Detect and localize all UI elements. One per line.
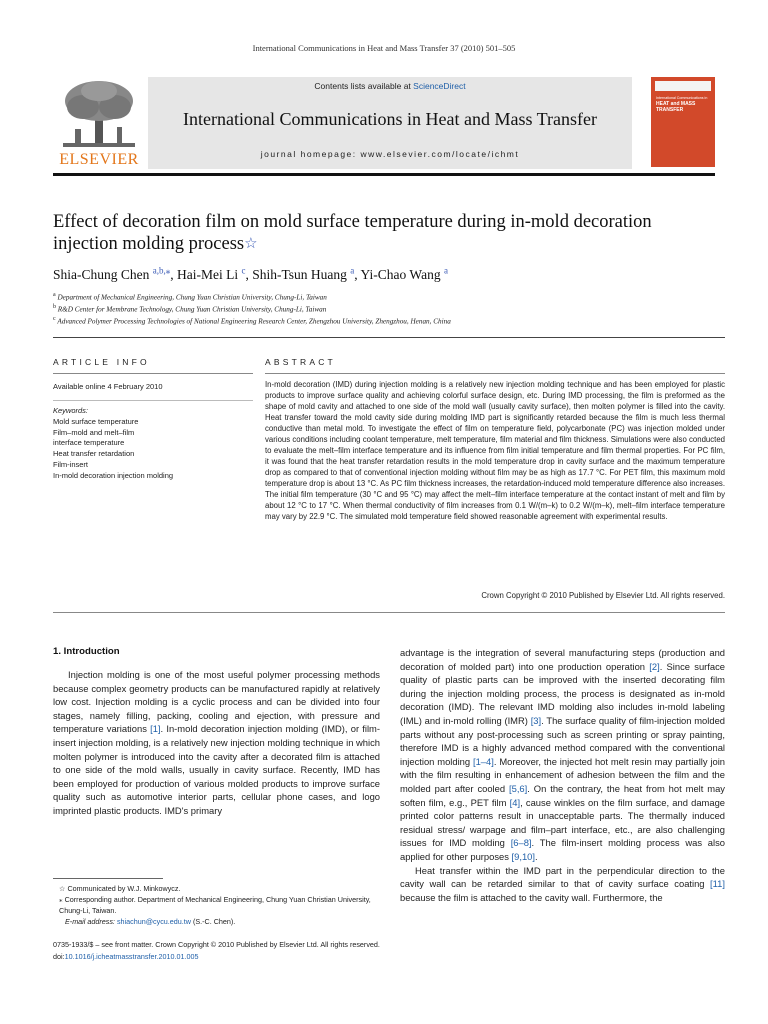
text-run: . xyxy=(535,850,538,862)
elsevier-logo xyxy=(53,77,145,169)
footnote-star-icon: ☆ xyxy=(59,884,66,893)
affiliation-a xyxy=(53,292,327,301)
footnote-text: Communicated by W.J. Minkowycz. xyxy=(67,884,181,893)
abstract-rule xyxy=(265,373,725,374)
author-sup[interactable]: a xyxy=(350,265,355,275)
citation-link[interactable]: [11] xyxy=(710,878,725,890)
info-divider xyxy=(53,400,253,401)
text-run: . Moreover, the injected hot melt resin may partially join with the film resulting in enhancement of adhesion between the film and the molded part after cooled xyxy=(400,755,726,794)
abstract-copyright: Crown Copyright © 2010 Published by Elsevier Ltd. All rights reserved. xyxy=(481,591,725,600)
text-run: . The surface quality of film-injection molded parts without any post-processing such as screen printing or spray painting, therefore IMD is a highly advanced method compared with the conventional injection molding xyxy=(400,714,726,767)
cover-title xyxy=(656,96,707,113)
author-name: Shia-Chung Chen xyxy=(53,266,153,282)
author-sup[interactable]: a xyxy=(443,265,448,275)
affiliation-text: Department of Mechanical Engineering, Chung Yuan Christian University, Chung-Li, Taiwan xyxy=(57,293,327,302)
contents-prefix: Contents lists available at xyxy=(314,81,414,91)
keyword: Mold surface temperature xyxy=(53,416,139,426)
keyword: Heat transfer retardation xyxy=(53,449,135,459)
email-link[interactable]: shiachun@cycu.edu.tw xyxy=(116,917,191,926)
keyword: Film-insert xyxy=(53,459,88,469)
footnote-asterisk-icon: ⁎ xyxy=(59,895,63,904)
right-column xyxy=(400,646,725,904)
article-title xyxy=(53,211,733,255)
author-name: Hai-Mei Li xyxy=(177,266,242,282)
citation-link[interactable]: [1–4] xyxy=(472,755,494,767)
journal-reference: International Communications in Heat and Mass Transfer 37 (2010) 501–505 xyxy=(252,43,516,53)
email-label: E-mail address: xyxy=(65,917,115,926)
text-run: , cause winkles on the film surface, and damage printed color patterns result in unacceptable parts. The thermally induced residual stress/ warpage and film–part interface, etc., are also challenging issues for IMD molding xyxy=(400,796,725,849)
author-sep: , xyxy=(245,266,253,282)
author xyxy=(252,267,360,282)
body-rule xyxy=(53,612,725,613)
footnote-text: Corresponding author. Department of Mechanical Engineering, Chung Yuan Christian University, Chung-Li, Taiwan. xyxy=(59,895,371,915)
author xyxy=(53,267,177,282)
title-line2-text: injection molding process xyxy=(53,234,245,254)
abstract-text: In-mold decoration (IMD) during injection molding is a relatively new injection molding technique and has been employed for plastic products to improve surface quality and achieving colorful surface design, etc. During IMD processing, the film is preformed as the shape of mold cavity and attached to one side of the mold wall (usually cavity surface), then molten polymer is filled into the cavity. Heat transfer toward the mold cavity side during molding IMD part is significantly retarded because the film is much less thermal conductive than metal mold. To investigate the effect of film on temperature field, polycarbonate (PC) was injection molded under various conditions including coolant temperature, melt temperature, film material and film thickness. Simulations were also conducted to evaluate the melt–film interface temperature and its influence from film initial temperature and film thermal properties. For PC film, it was found that the heat transfer retardation results in the mold temperature drop in cavity surface and the maximum temperature drop as compared to that of conventional injection molding without film may be as high as 17.7 °C. For PET film, this maximum mold temperature drop is about 13 °C. As PC film thickness increases, the retardation-induced mold temperature difference also increases. The initial film temperature (30 °C and 95 °C) may affect the melt–film interface temperature at the contact instant of melt and film by about 12 °C to 17 °C. When thermal conductivity of film increases from 0.1 W/(m–k) to 0.2 W/(m–k), melt–film interface temperature may vary by 22.9 °C. The simulated mold temperature field showed reasonable agreement with experimental results. xyxy=(265,380,725,521)
title-line1: Effect of decoration film on mold surface temperature during in-mold decoration xyxy=(53,212,652,232)
cover-title-line1: International Communications in xyxy=(656,96,708,100)
text-run: . On the contrary, the heat from hot melt may soften film, e.g., PET film xyxy=(400,782,725,808)
affiliation-sup: c xyxy=(53,316,56,322)
journal-title: International Communications in Heat and Mass Transfer xyxy=(183,109,597,129)
citation-link[interactable]: [1] xyxy=(150,723,161,735)
article-info-label: ARTICLE INFO xyxy=(53,357,150,367)
keyword: In-mold decoration injection molding xyxy=(53,470,174,480)
journal-info-box xyxy=(148,77,632,169)
journal-banner xyxy=(53,77,715,169)
doi-line xyxy=(53,952,198,961)
cover-strip xyxy=(655,81,711,91)
contents-line xyxy=(148,81,632,91)
intro-paragraph-2 xyxy=(400,646,725,864)
affiliation-c xyxy=(53,316,451,325)
section-heading: 1. Introduction xyxy=(53,646,120,657)
citation-link[interactable]: [6–8] xyxy=(510,837,532,849)
text-run: Heat transfer within the IMD part in the perpendicular direction to the cavity wall can be retarded similar to that of cavity surface coating xyxy=(400,864,725,890)
title-line2 xyxy=(53,233,733,255)
affiliation-text: R&D Center for Membrane Technology, Chung Yuan Christian University, Chung-Li, Taiwan xyxy=(57,305,327,314)
citation-link[interactable]: [4] xyxy=(509,796,521,808)
journal-homepage: journal homepage: www.elsevier.com/locate/ichmt xyxy=(260,149,520,159)
info-rule xyxy=(53,373,253,374)
author-list xyxy=(53,265,448,283)
footnote-email xyxy=(53,916,383,927)
keywords xyxy=(53,406,173,482)
citation-link[interactable]: [2] xyxy=(649,660,660,672)
text-run: Injection molding is one of the most useful polymer processing methods because complex geometry products can be manufactured rapidly at relatively low cost. Injection molding is a cyclic process and can be divided into four stages, namely filling, packing, cooling and ejection, with pressure and temperature variations xyxy=(53,669,380,735)
journal-cover-thumbnail xyxy=(651,77,715,167)
affiliation-b xyxy=(53,304,326,313)
intro-paragraph-3 xyxy=(400,864,725,905)
author xyxy=(177,267,252,282)
author-name: Shih-Tsun Huang xyxy=(252,266,351,282)
citation-link[interactable]: [9,10] xyxy=(511,850,535,862)
keyword: interface temperature xyxy=(53,438,125,448)
abstract-label: ABSTRACT xyxy=(265,357,336,367)
author-sup[interactable]: c xyxy=(241,265,246,275)
issn-line: 0735-1933/$ – see front matter. Crown Copyright © 2010 Published by Elsevier Ltd. All rights reserved. xyxy=(53,940,380,949)
keyword: Film–mold and melt–film xyxy=(53,427,135,437)
affiliation-sup: a xyxy=(53,292,56,298)
author xyxy=(361,267,448,282)
author-sup[interactable]: a,b,⁎ xyxy=(152,265,171,275)
text-run: . In-mold decoration injection molding (IMD), or film-insert injection molding, is a relatively new injection molding technique in which molten polymer is introduced into the cavity after a decorated film is attached to one side of the mold walls, usually in cavity surface. Recently, IMD has been employed for production of various molded products to improve surface quality such as automotive interior parts, cellular phone cases, and logo imprinted plastic products. IMD's primary xyxy=(53,723,380,816)
sciencedirect-link[interactable]: ScienceDirect xyxy=(413,81,466,91)
text-run: advantage is the integration of several manufacturing steps (production and decoration of molded part) into one production operation xyxy=(400,647,725,672)
intro-paragraph-1 xyxy=(53,668,380,818)
affiliation-text: Advanced Polymer Processing Technologies of National Engineering Research Center, Zhengzhou University, Zhengzhou, Henan, China xyxy=(57,317,451,326)
available-online: Available online 4 February 2010 xyxy=(53,382,163,391)
footnotes xyxy=(53,883,383,927)
doi-prefix: doi: xyxy=(53,952,65,961)
text-run: . The film-insert molding process was also applied for other purposes xyxy=(400,837,726,862)
title-footnote-star-icon[interactable]: ☆ xyxy=(244,236,258,252)
citation-link[interactable]: [5,6] xyxy=(509,782,528,794)
footnote-rule xyxy=(53,878,163,879)
footnote-corresponding xyxy=(53,894,383,916)
text-run: because the film is attached to the cavity wall. Furthermore, the xyxy=(400,891,663,903)
citation-link[interactable]: [3] xyxy=(530,714,542,726)
author-name: Yi-Chao Wang xyxy=(360,266,444,282)
section-rule xyxy=(53,337,725,338)
publisher-name: ELSEVIER xyxy=(59,151,139,168)
left-column xyxy=(53,668,380,818)
author-sep: , xyxy=(354,266,361,282)
elsevier-tree-icon xyxy=(53,77,145,151)
header-rule xyxy=(53,173,715,176)
text-run: . Since surface quality of plastic parts can be improved with the inserted decorating film during the injection molding process, the process is designated as in-mold decoration (IMD). The relevant IMD molding also includes in-mold labeling (IML) and in-mold rolling (IMR) xyxy=(400,660,726,726)
email-suffix: (S.-C. Chen). xyxy=(192,917,236,926)
author-sep: , xyxy=(170,266,177,282)
cover-title-line2: HEAT and MASS xyxy=(656,101,696,107)
cover-title-line3: TRANSFER xyxy=(656,107,684,113)
doi-link[interactable]: 10.1016/j.icheatmasstransfer.2010.01.005 xyxy=(64,952,199,961)
affiliation-sup: b xyxy=(53,304,56,310)
keywords-label: Keywords: xyxy=(53,406,89,415)
footnote-communicated xyxy=(53,883,383,894)
